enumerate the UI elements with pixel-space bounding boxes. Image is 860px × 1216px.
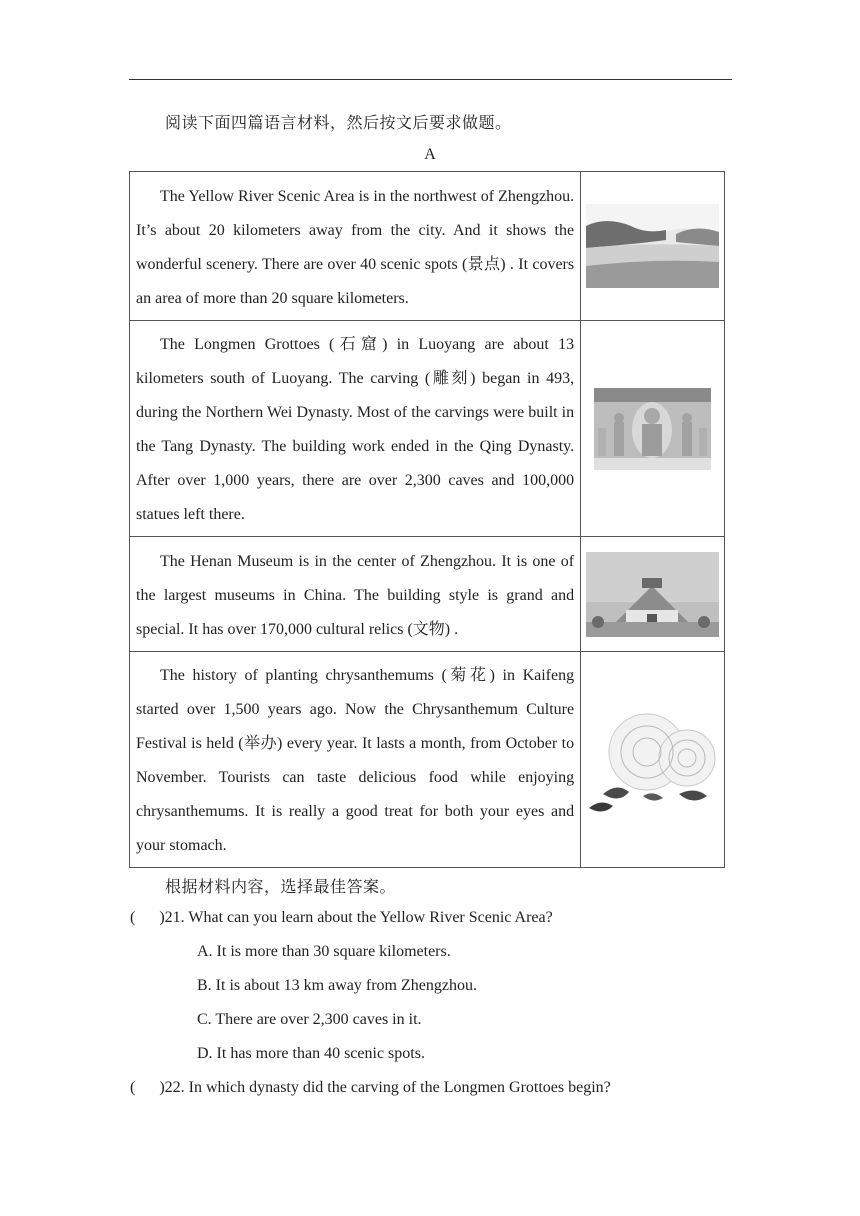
option-a[interactable]: A. It is more than 30 square kilometers. (197, 943, 451, 960)
section-label: A (424, 146, 436, 163)
passage-row (130, 652, 725, 868)
chrysanthemum-photo (581, 652, 725, 868)
passage-cell (130, 652, 581, 868)
option-c[interactable]: C. There are over 2,300 caves in it. (197, 1011, 422, 1028)
passage-cell (130, 537, 581, 652)
museum-building-photo (581, 537, 725, 652)
passage-row (130, 537, 725, 652)
question-21 (130, 909, 553, 927)
header-rule (129, 79, 732, 80)
passage-text: The Longmen Grottoes (石窟) in Luoyang are about 13 kilometers south of Luoyang. The carving (雕刻) began in 493, during the Northern Wei Dynasty. Most of the carvings were built in the Tang Dynasty. The building work ended in the Qing Dynasty. After over 1,000 years, there are over 2,300 caves and 100,000 statues left there. (136, 336, 575, 523)
passage-row (130, 321, 725, 537)
river-landscape-photo (581, 172, 725, 321)
materials-table (129, 171, 725, 868)
option-d[interactable]: D. It has more than 40 scenic spots. (197, 1045, 425, 1062)
passage-row (130, 172, 725, 321)
reading-instruction: 阅读下面四篇语言材料，然后按文后要求做题。 (165, 113, 512, 132)
grottoes-statues-photo (581, 321, 725, 537)
passage-cell (130, 321, 581, 537)
answer-blank[interactable]: ( ) (130, 1079, 165, 1096)
passage-cell (130, 172, 581, 321)
answer-blank[interactable]: ( ) (130, 909, 165, 926)
question-stem: 21. What can you learn about the Yellow River Scenic Area? (164, 909, 553, 926)
passage-text: The history of planting chrysanthemums (菊花) in Kaifeng started over 1,500 years ago. Now the Chrysanthemum Culture Festival is held (举办) every year. It lasts a month, from October to November. Tourists can taste delicious food while enjoying chrysanthemums. It is really a good treat for both your eyes and your stomach. (136, 667, 575, 854)
question-stem: 22. In which dynasty did the carving of the Longmen Grottoes begin? (164, 1079, 611, 1096)
option-b[interactable]: B. It is about 13 km away from Zhengzhou. (197, 977, 477, 994)
question-instruction: 根据材料内容，选择最佳答案。 (165, 877, 397, 896)
passage-text: The Yellow River Scenic Area is in the northwest of Zhengzhou. It’s about 20 kilometers away from the city. And it shows the wonderful scenery. There are over 40 scenic spots (景点) . It covers an area of more than 20 square kilometers. (136, 187, 575, 307)
passage-text: The Henan Museum is in the center of Zhengzhou. It is one of the largest museums in China. The building style is grand and special. It has over 170,000 cultural relics (文物) . (136, 552, 575, 638)
question-22 (130, 1079, 611, 1097)
